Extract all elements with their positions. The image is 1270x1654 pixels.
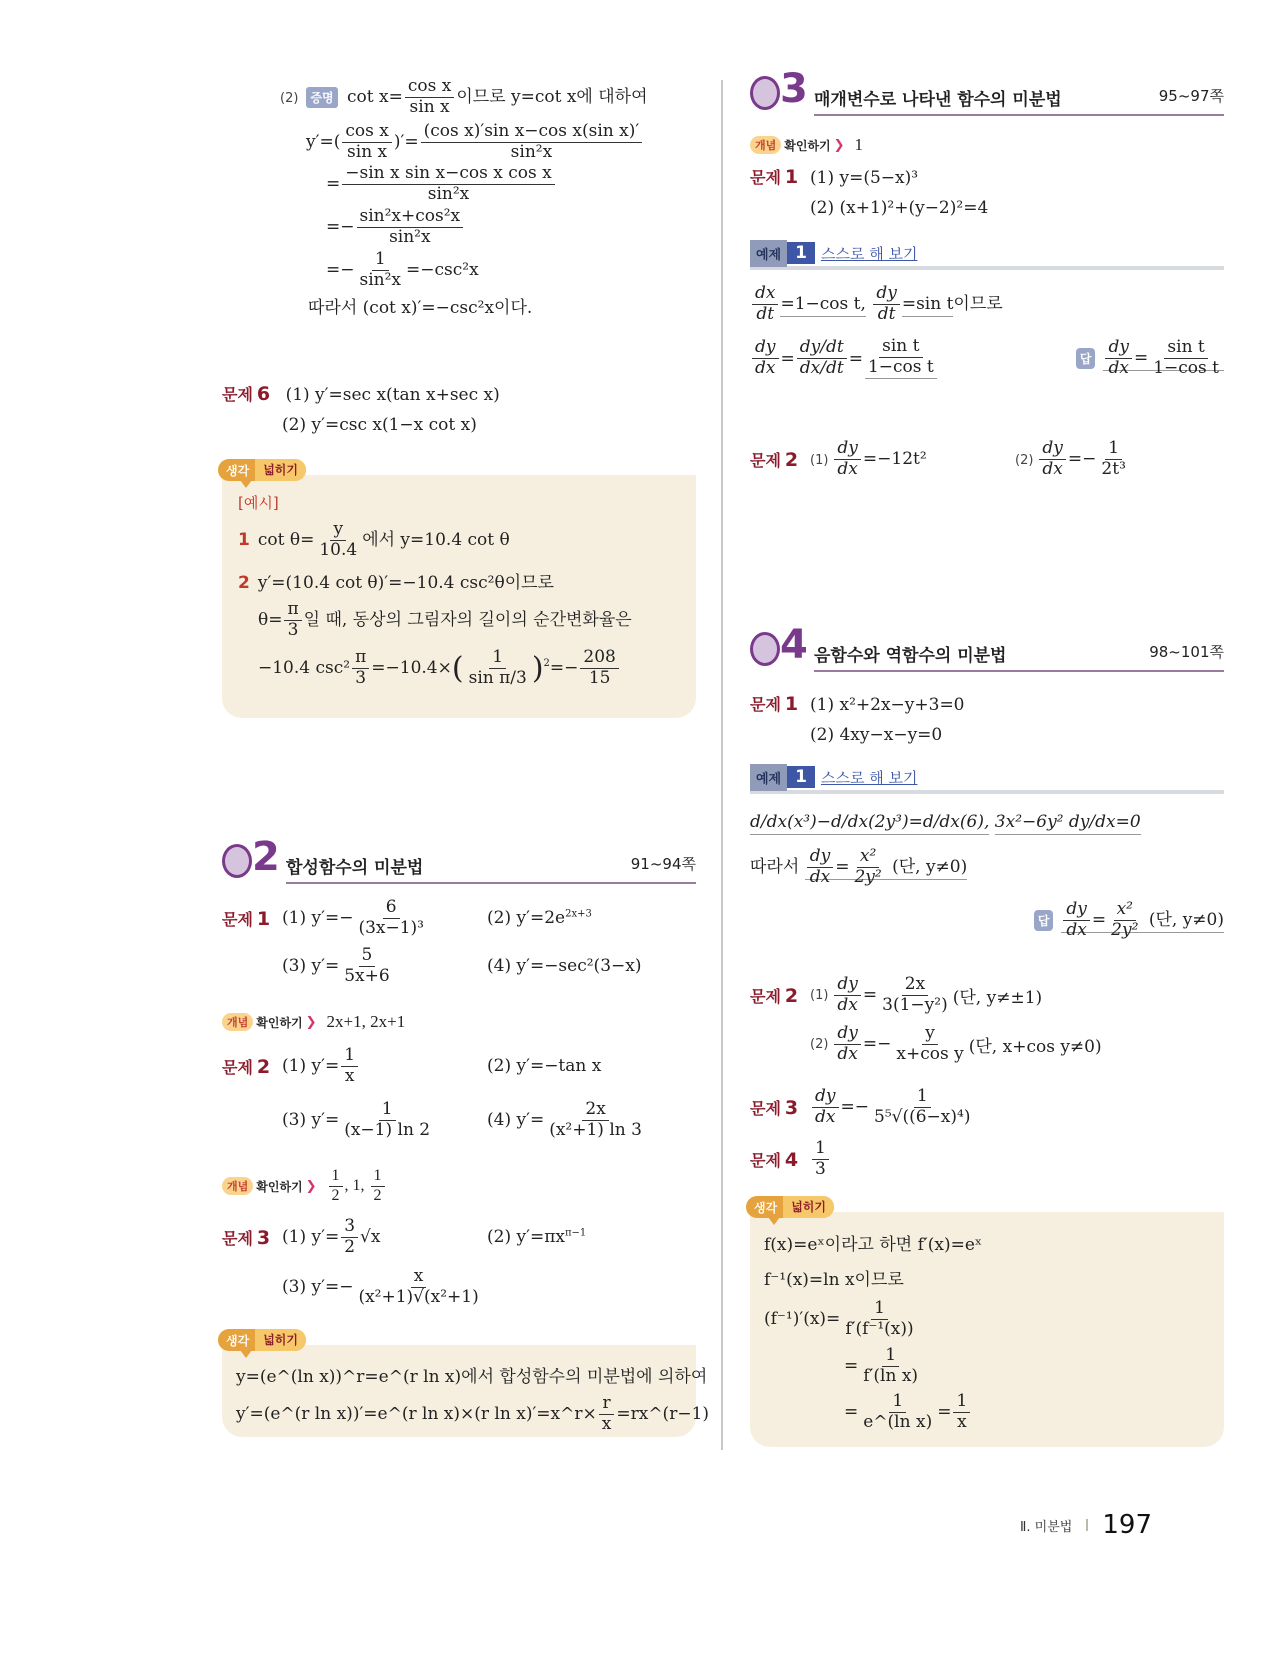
problem-2-s3: 문제 2 (1) $\frac{dy}{dx}$ =−12t² (2) $\frac{dy}{dx}$ =− $\frac{1}{\text{2t³}}$ [750, 438, 1126, 479]
problem-1-s2: 문제 1 (1) y′=− $\frac{6}{\text{(3x−1)³}}$ (2) $y'=2e^{2x+3}$ (3) y′= $\frac{5}{5x+6}$ (4) y′=−sec²(3−x) [222, 896, 642, 986]
answer-badge: 답 [1076, 348, 1096, 369]
concept-check-1: 개념 확인하기 ❯ 2x+1, 2x+1 [222, 1012, 405, 1032]
problem-1-s3: 문제 1 (1) y=(5−x)³ (2) (x+1)²+(y−2)²=4 [750, 166, 989, 218]
page-range: 98~101쪽 [1149, 643, 1224, 661]
proof-conclusion: 따라서 (cot x)′=−csc²x이다. [308, 298, 533, 319]
example-bar-s3: 예제 1 스스로 해 보기 [750, 240, 1224, 270]
think-extend-content-3: f(x)=eˣ이라고 하면 f′(x)=eˣ f⁻¹(x)=ln x이므로 (f⁻¹)′(x)= $\frac{1}{\text{f′(f⁻¹(x))}}$ = $\frac{1}{\text{f′(ln x)}}$ = $\frac{1}{\text{e\textasciicircum{}(ln x)}}$ = $\frac{1}{x}$ [764, 1235, 983, 1433]
column-divider [721, 80, 723, 1450]
self-try-link: 스스로 해 보기 [820, 768, 918, 787]
proof-line: (2) 증명 cot x= $\frac{\text{cos x}}{\text{sin x}}$ 이므로 y=cot x에 대하여 [280, 76, 648, 117]
concept-check-s3: 개념 확인하기 ❯ 1 [750, 135, 863, 155]
think-extend-tag-2: 생각 넓히기 [218, 1329, 306, 1351]
page-number: 197 [1102, 1510, 1152, 1540]
proof-block [280, 78, 660, 318]
section-title: 합성함수의 미분법 [286, 858, 424, 878]
problem-3-s2: 문제 3 (1) y′= $\frac{3}{2}$ √x (2) $y'=\pi x^{\pi-1}$ (3) y′=− $\frac{x}{\text{(x²+1)√(x²+1)}}$ [222, 1215, 587, 1307]
footer-separator [1086, 1519, 1088, 1531]
think-extend-tag: 생각 넓히기 [218, 459, 306, 481]
section-header-02 [222, 834, 696, 884]
section-header-04 [750, 622, 1224, 672]
think-extend-content: [예시] 1 cot θ= $\frac{y}{10.4}$ 에서 y=10.4 cot θ 2 y′=(10.4 cot θ)′=−10.4 csc²θ이므로 θ= $\frac{\pi}{3}$ 일 때, 동상의 그림자의 길이의 순간변화율은 −10.4 csc² $\frac{\pi}{3}$ =−10.4×( $\frac{1}{\text{sin π/3}}$ )$^2$=− $\frac{208}{15}$ [238, 494, 632, 689]
problem-label: 문제 6 [222, 383, 271, 405]
proof-step-2: = $\frac{\text{−sin x sin x−cos x cos x}}{\text{sin²x}}$ [326, 165, 660, 204]
page-range: 95~97쪽 [1158, 87, 1224, 105]
think-extend-content-2: y=(e^(ln x))^r=e^(r ln x)에서 합성함수의 미분법에 의하여 y′=(e^(r ln x))′=e^(r ln x)×(r ln x)′=x^r× $\frac{r}{x}$ =rx^(r−1) [236, 1367, 710, 1434]
section-header-03 [750, 66, 1224, 116]
self-try-link: 스스로 해 보기 [820, 244, 918, 263]
think-extend-tag-3: 생각 넓히기 [746, 1196, 834, 1218]
section-title: 매개변수로 나타낸 함수의 미분법 [814, 90, 1062, 110]
problem-1-s4: 문제 1 (1) x²+2x−y+3=0 (2) 4xy−x−y=0 [750, 693, 965, 745]
example-solution-s3: $\frac{dx}{dt}$ =1−cos t, $\frac{dy}{dt}$ =sin t이므로 $\frac{dy}{dx}$ = $\frac{dy/dt}{dx/dt}$ = $\frac{\text{sin t}}{\text{1−cos t}}$ 답 $\frac{dy}{dx}$ = $\frac{\text{sin t}}{\text{1−cos t}}$ [750, 285, 1224, 379]
proof-step-3: =− $\frac{\text{sin²x+cos²x}}{\text{sin²x}}$ [326, 208, 660, 247]
problem-4-s4: 문제 4 $\frac{1}{3}$ [750, 1140, 831, 1179]
problem-2-s4: 문제 2 (1) $\frac{dy}{dx}$ = $\frac{2x}{\text{3(1−y²)}}$ (단, y≠±1) (2) $\frac{dy}{dx}$ =− $\frac{y}{\text{x+cos y}}$ (단, x+cos y≠0) [750, 974, 1102, 1064]
page-range: 91~94쪽 [630, 855, 696, 873]
section-number-badge: 4 [750, 628, 814, 672]
page-footer [1020, 1510, 1152, 1540]
proof-step-4: =− $\frac{1}{\text{sin²x}}$ =−csc²x [326, 248, 479, 290]
section-number-badge: 3 [750, 72, 814, 116]
proof-step-1: y′=( $\frac{\text{cos x}}{\text{sin x}}$ )′= $\frac{\text{(cos x)′sin x−cos x(sin x)′}}{\text{sin²x}}$ [306, 123, 660, 162]
chapter-label: Ⅱ. 미분법 [1020, 1519, 1073, 1535]
problem-3-s4: 문제 3 $\frac{dy}{dx}$ =− $\frac{1}{\text{5⁵√((6−x)⁴)}}$ [750, 1086, 971, 1127]
problem-6: 문제 6 (1) y′=sec x(tan x+sec x) (2) y′=csc x(1−x cot x) [222, 383, 500, 435]
section-number-badge: 2 [222, 840, 286, 884]
example-bar-s4: 예제 1 스스로 해 보기 [750, 764, 1224, 794]
concept-check-2: 개념 확인하기 ❯ $\frac{1}{2}$ , 1, $\frac{1}{2}$ [222, 1168, 387, 1205]
problem-2-s2: 문제 2 (1) y′= $\frac{1}{x}$ (2) y′=−tan x (3) y′= $\frac{1}{(x-1) \ln 2}$ (4) y′= $\frac{2x}{\text{(x²+1) ln 3}}$ [222, 1044, 642, 1140]
example-solution-s4: d/dx(x³)−d/dx(2y³)=d/dx(6), 3x²−6y² dy/dx=0 따라서 $\frac{dy}{dx}$ = $\frac{\text{x²}}{\text{2y²}}$ (단, y≠0) 답 $\frac{dy}{dx}$ = $\frac{\text{x²}}{\text{2y²}}$ (단, y≠0) [750, 812, 1224, 940]
section-title: 음함수와 역함수의 미분법 [814, 646, 1007, 666]
answer-badge: 답 [1034, 910, 1054, 931]
proof-badge: 증명 [306, 87, 337, 108]
